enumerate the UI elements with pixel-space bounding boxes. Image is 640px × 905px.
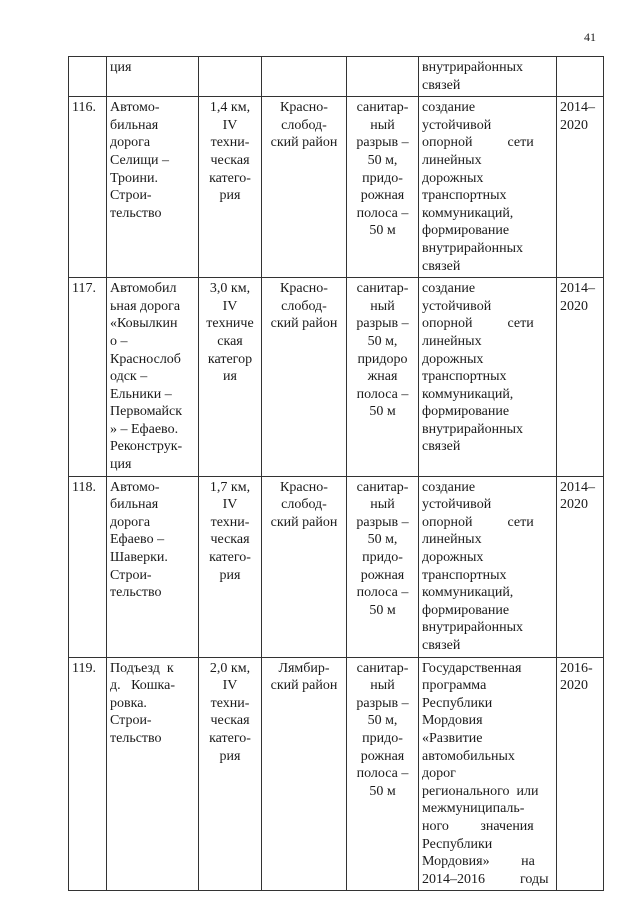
cell-district: Красно- слобод- ский район <box>262 97 347 278</box>
cell-name: Автомобил ьная дорога «Ковылкин о – Краснослоб одск – Ельники – Первомайск » – Ефаево. Реконструк- ция <box>107 278 199 477</box>
table-row <box>69 97 604 278</box>
cell-district: Красно- слобод- ский район <box>262 476 347 657</box>
cell-num: 117. <box>69 278 107 477</box>
cell-length: 1,7 км, IV техни- ческая катего- рия <box>199 476 262 657</box>
cell-length <box>199 57 262 97</box>
cell-num: 119. <box>69 657 107 891</box>
page-number: 41 <box>584 30 596 44</box>
table-row <box>69 657 604 891</box>
cell-gap: санитар- ный разрыв – 50 м, придо- рожная полоса – 50 м <box>347 97 419 278</box>
table-row <box>69 476 604 657</box>
cell-num <box>69 57 107 97</box>
cell-num: 118. <box>69 476 107 657</box>
cell-gap: санитар- ный разрыв – 50 м, придо- рожная полоса – 50 м <box>347 657 419 891</box>
cell-gap: санитар- ный разрыв – 50 м, придоро жная полоса – 50 м <box>347 278 419 477</box>
cell-years <box>557 57 604 97</box>
cell-years: 2014– 2020 <box>557 97 604 278</box>
cell-years: 2016- 2020 <box>557 657 604 891</box>
cell-goal: создание устойчивой опорной сети линейных дорожных транспортных коммуникаций, формирование внутрирайонных связей <box>419 476 557 657</box>
cell-goal: Государственная программа Республики Мордовия «Развитие автомобильных дорог регионального или межмуниципаль- ного значения Республики Мордовия» на 2014–2016 годы <box>419 657 557 891</box>
cell-goal: внутрирайонных связей <box>419 57 557 97</box>
table-row <box>69 278 604 477</box>
cell-length: 1,4 км, IV техни- ческая катего- рия <box>199 97 262 278</box>
cell-length: 3,0 км, IV техниче ская категор ия <box>199 278 262 477</box>
cell-name: Автомо- бильная дорога Селищи – Троини. Строи- тельство <box>107 97 199 278</box>
cell-years: 2014– 2020 <box>557 476 604 657</box>
cell-num: 116. <box>69 97 107 278</box>
cell-gap: санитар- ный разрыв – 50 м, придо- рожная полоса – 50 м <box>347 476 419 657</box>
road-projects-table <box>68 56 604 891</box>
cell-name: Подъезд к д. Кошка- ровка. Строи- тельство <box>107 657 199 891</box>
cell-goal: создание устойчивой опорной сети линейных дорожных транспортных коммуникаций, формирование внутрирайонных связей <box>419 97 557 278</box>
cell-name: Автомо- бильная дорога Ефаево – Шаверки. Строи- тельство <box>107 476 199 657</box>
cell-district: Красно- слобод- ский район <box>262 278 347 477</box>
cell-years: 2014– 2020 <box>557 278 604 477</box>
cell-name: ция <box>107 57 199 97</box>
cell-district: Лямбир- ский район <box>262 657 347 891</box>
cell-goal: создание устойчивой опорной сети линейных дорожных транспортных коммуникаций, формирование внутрирайонных связей <box>419 278 557 477</box>
table-row-continuation <box>69 57 604 97</box>
cell-gap <box>347 57 419 97</box>
cell-district <box>262 57 347 97</box>
cell-length: 2,0 км, IV техни- ческая катего- рия <box>199 657 262 891</box>
